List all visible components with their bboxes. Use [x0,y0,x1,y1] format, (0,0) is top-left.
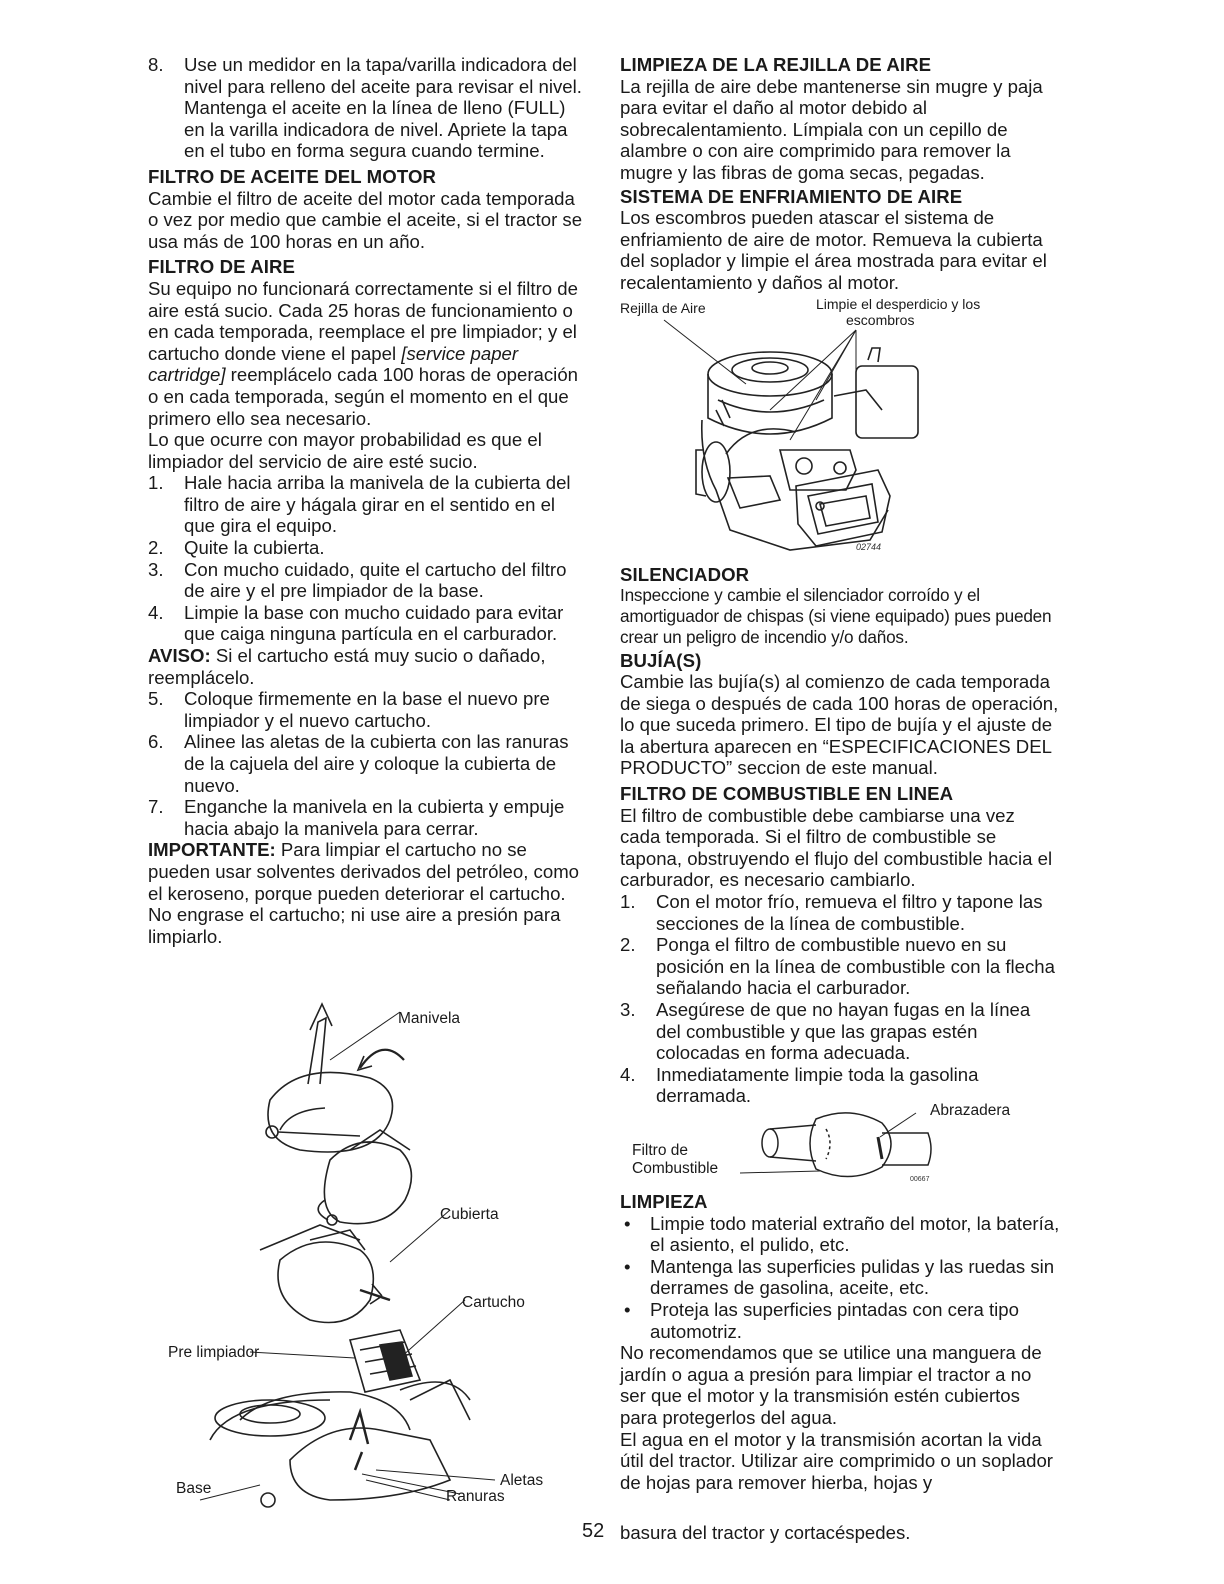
step-text: Coloque firmemente en la base el nuevo pre limpiador y el nuevo cartucho. [184,688,550,731]
label-manivela: Manivela [398,1010,461,1027]
bullet-text: Limpie todo material extraño del motor, la batería, el asiento, el pulido, etc. [650,1212,1060,1256]
step-8 [148,54,588,162]
important-note [148,839,588,947]
page-number: 52 [582,1520,605,1542]
spark-heading: BUJÍA(S) [620,649,702,671]
label-pre-limpiador: Pre limpiador [168,1344,260,1361]
step-number: 6. [148,731,164,753]
label-abrazadera: Abrazadera [930,1101,1011,1119]
step-text: Limpie la base con mucho cuidado para evitar que caiga ninguna partícula en el carburador. [184,601,564,645]
list-item [148,602,588,645]
list-item [148,537,588,559]
air-filter-text-a: Su equipo no funcionará correctamente si el filtro de aire está sucio. Cada 25 horas de funcionamiento o en cada temporada, reemplace el pre limpiador; y el cartucho donde viene el papel [148,277,578,364]
engine-illustration [620,300,1060,562]
label-limpie-1: Limpie el desperdicio y los [816,295,981,312]
list-item [620,999,1060,1064]
step-text: Quite la cubierta. [184,537,325,559]
step-text: Enganche la manivela en la cubierta y empuje hacia abajo la manivela para cerrar. [184,796,565,839]
oil-filter-text: Cambie el filtro de aceite del motor cada temporada o vez por medio que cambie el aceite, si el tractor se usa más de 100 horas en un año. [148,187,583,252]
step-text: Asegúrese de que no hayan fugas en la línea del combustible y que las grapas estén colocadas en forma adecuada. [656,999,1031,1064]
step-number: 2. [620,934,636,956]
step-text: Con mucho cuidado, quite el cartucho del filtro de aire y el pre limpiador de la base. [184,558,567,602]
aviso-text: Si el cartucho está muy sucio o dañado, reemplácelo. [148,645,546,688]
air-filter-text-italic: [service paper cartridge] [148,342,519,386]
engine-figure-code: 02744 [856,541,882,552]
fuel-filter-figure [620,1101,1060,1191]
list-item [620,1256,1060,1299]
muffler-heading: SILENCIADOR [620,563,750,585]
list-item [148,688,588,731]
list-item [148,731,588,796]
label-cartucho: Cartucho [462,1294,525,1311]
label-rejilla: Rejilla de Aire [620,299,706,316]
important-text: Para limpiar el cartucho no se pueden usar solventes derivados del petróleo, como el keroseno, porque pueden deteriorar el cartucho. No engrase el cartucho; ni use aire a presión para limpiarlo. [148,839,580,947]
right-column [620,54,1060,1493]
bullet-text: Mantenga las superficies pulidas y las ruedas sin derrames de gasolina, aceite, etc. [650,1255,1055,1299]
step-number: 7. [148,796,164,818]
oil-filter-heading: FILTRO DE ACEITE DEL MOTOR [148,165,437,187]
step-number: 4. [148,601,164,623]
step-text: Inmediatamente limpie toda la gasolina derramada. [656,1063,979,1107]
step-text: Hale hacia arriba la manivela de la cubierta del filtro de aire y hágala girar en el sentido en el que gira el equipo. [184,472,571,537]
important-label: IMPORTANTE: [148,839,276,861]
air-filter-text-b: reemplácelo cada 100 horas de operación o en cada temporada, según el momento en el que primero ello sea necesario. [148,364,578,429]
cleaning-bullets [620,1213,1060,1343]
step-number: 3. [620,999,636,1021]
screen-heading: LIMPIEZA DE LA REJILLA DE AIRE [620,54,932,75]
left-column [148,54,588,947]
bullet-text: Proteja las superficies pintadas con cera tipo automotriz. [650,1298,1019,1342]
label-cubierta: Cubierta [440,1206,499,1223]
air-filter-steps-b [148,688,588,839]
engine-figure [620,295,1060,562]
list-item [620,1299,1060,1342]
label-filtro-2: Combustible [632,1159,719,1177]
bullet: • [624,1255,631,1277]
label-aletas: Aletas [500,1472,544,1489]
step-text: Alinee las aletas de la cubierta con las ranuras de la cajuela del aire y coloque la cubierta de nuevo. [184,731,569,796]
bullet: • [624,1212,631,1234]
air-filter-text2: Lo que ocurre con mayor probabilidad es que el limpiador del servicio de aire esté sucio. [148,429,542,472]
spark-text: Cambie las bujía(s) al comienzo de cada temporada de siega o después de cada 100 horas de operación, lo que suceda primero. El tipo de bujía y el ajuste de la abertura aparecen en “ESPECIFICACIONES DEL PRODUCTO” seccion de este manual. [620,671,1059,779]
air-filter-illustration [150,1000,570,1520]
step-number: 8. [148,54,164,75]
step-number: 4. [620,1063,636,1085]
bullet: • [624,1298,631,1320]
air-filter-heading: FILTRO DE AIRE [148,256,296,278]
step-number: 5. [148,688,164,710]
list-item [148,796,588,839]
label-ranuras: Ranuras [446,1488,505,1505]
step-number: 1. [148,472,164,494]
air-filter-steps-a [148,472,588,645]
step-text: Ponga el filtro de combustible nuevo en su posición en la línea de combustible con la flecha señalando hacia el carburador. [656,934,1055,999]
step-number: 3. [148,558,164,580]
list-item [148,559,588,602]
fuel-text: El filtro de combustible debe cambiarse una vez cada temporada. Si el filtro de combustible se tapona, obstruyendo el flujo del combustible hacia el carburador, es necesario cambiarlo. [620,804,1053,891]
cleaning-text1: No recomendamos que se utilice una manguera de jardín o agua a presión para limpiar el tractor a no ser que el motor y la transmisión estén cubiertos para protegerlos del agua. [620,1342,1042,1428]
list-item [620,1213,1060,1256]
air-filter-text [148,278,588,429]
muffler-text: Inspeccione y cambie el silenciador corroído y el amortiguador de chispas (si viene equipado) pues pueden crear un peligro de incendio y/o daños. [620,585,1052,647]
screen-text: La rejilla de aire debe mantenerse sin mugre y paja para evitar el daño al motor debido al sobrecalentamiento. Límpiala con un cepillo de alambre o con aire comprimido para remover la mugre y las fibras de goma secas, pegadas. [620,75,1043,183]
cooling-heading: SISTEMA DE ENFRIAMIENTO DE AIRE [620,185,963,207]
list-item [620,934,1060,999]
list-item [620,891,1060,934]
aviso-label: AVISO: [148,645,211,667]
cooling-text: Los escombros pueden atascar el sistema de enfriamiento de aire de motor. Remueva la cubierta del soplador y limpie el área mostrada para evitar el recalentamiento y daños al motor. [620,207,1047,293]
cleaning-text2: El agua en el motor y la transmisión acortan la vida útil del tractor. Utilizar aire comprimido o un soplador de hojas para remover hierba, hojas y [620,1428,1054,1493]
cleaning-heading: LIMPIEZA [620,1190,708,1212]
list-item [148,472,588,537]
air-filter-figure [150,1000,570,1520]
step-number: 1. [620,891,636,913]
aviso-note [148,645,588,688]
label-base: Base [176,1480,212,1497]
step-text: Use un medidor en la tapa/varilla indicadora del nivel para relleno del aceite para revisar el nivel. Mantenga el aceite en la línea de lleno (FULL) en la varilla indicadora de nivel. Apriete la tapa en el tubo en forma segura cuando termine. [184,54,582,162]
label-filtro-1: Filtro de [632,1141,688,1159]
cleaning-last-line: basura del tractor y cortacéspedes. [620,1522,911,1543]
fuel-steps [620,891,1060,1107]
step-text: Con el motor frío, remueva el filtro y tapone las secciones de la línea de combustible. [656,891,1043,934]
list-item [620,1064,1060,1107]
label-limpie-2: escombros [846,311,915,328]
fuel-heading: FILTRO DE COMBUSTIBLE EN LINEA [620,783,954,805]
step-number: 2. [148,537,164,559]
svg-text:00667: 00667 [910,1175,930,1183]
